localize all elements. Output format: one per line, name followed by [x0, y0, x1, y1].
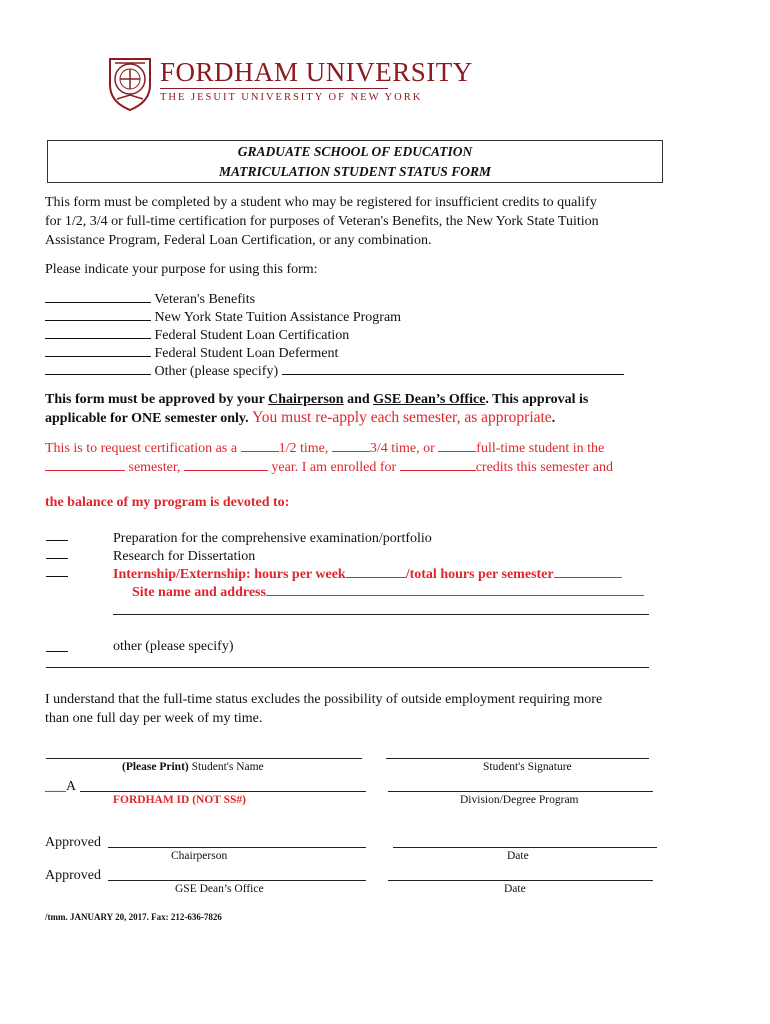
request-line1 — [45, 439, 604, 458]
devoted-checkbox-4[interactable] — [46, 651, 68, 652]
fordham-id-prefix: ___A — [45, 779, 77, 794]
purpose-prompt: Please indicate your purpose for using this form: — [45, 262, 318, 277]
approved-label-1: Approved — [45, 835, 101, 850]
date-caption-1: Date — [507, 850, 529, 862]
devoted-item-research: Research for Dissertation — [113, 549, 256, 564]
other-specify-field[interactable] — [282, 363, 624, 375]
request-text: full-time student in the — [476, 441, 605, 456]
approval-semester-note: applicable for ONE semester only. — [45, 411, 249, 426]
devoted-item-internship — [113, 565, 622, 584]
understand-line2: than one full day per week of my time. — [45, 711, 263, 726]
chairperson-approval-line[interactable] — [108, 847, 366, 848]
site-name-field[interactable] — [266, 584, 644, 596]
intro-line2: for 1/2, 3/4 or full-time certification for purposes of Veteran's Benefits, the New York State Tuition — [45, 214, 599, 229]
division-caption: Division/Degree Program — [460, 794, 579, 806]
date-line-2[interactable] — [388, 880, 653, 881]
dean-office-caption: GSE Dean’s Office — [175, 883, 264, 895]
university-seal — [107, 55, 153, 111]
student-name-label: Student's Name — [188, 761, 264, 773]
request-text: semester, — [128, 460, 184, 475]
purpose-blank[interactable] — [45, 363, 151, 375]
site-name-row — [132, 583, 644, 602]
purpose-blank[interactable] — [45, 327, 151, 339]
approval-prefix: This form must be approved by your — [45, 392, 269, 407]
student-name-caption — [122, 761, 264, 773]
approved-label-2: Approved — [45, 868, 101, 883]
student-name-line[interactable] — [46, 758, 362, 759]
request-text: 1/2 time, — [278, 441, 332, 456]
approval-office: GSE Dean’s Office — [373, 392, 486, 407]
devoted-checkbox-3[interactable] — [46, 576, 68, 577]
internship-total-label: /total hours per semester — [405, 567, 554, 582]
purpose-blank[interactable] — [45, 291, 151, 303]
site-name-label: Site name and address — [132, 585, 266, 600]
purpose-label: New York State Tuition Assistance Program — [154, 310, 402, 325]
internship-hours-label: Internship/Externship: hours per week — [113, 567, 346, 582]
semester-field[interactable] — [45, 459, 125, 471]
purpose-label: Other (please specify) — [154, 364, 279, 379]
devoted-checkbox-1[interactable] — [46, 540, 68, 541]
request-text: This is to request certification as a — [45, 441, 241, 456]
year-field[interactable] — [184, 459, 268, 471]
request-text: year. I am enrolled for — [271, 460, 400, 475]
approval-line1 — [45, 390, 588, 409]
approval-chairperson: Chairperson — [268, 392, 344, 407]
fordham-id-line[interactable] — [80, 791, 366, 792]
student-signature-caption: Student's Signature — [483, 761, 572, 773]
form-title-line1: GRADUATE SCHOOL OF EDUCATION — [237, 144, 473, 159]
purpose-item-veterans[interactable] — [45, 290, 255, 309]
purpose-item-other[interactable] — [45, 362, 624, 381]
division-line[interactable] — [388, 791, 653, 792]
full-time-blank[interactable] — [438, 440, 476, 452]
credits-field[interactable] — [400, 459, 476, 471]
half-time-blank[interactable] — [241, 440, 279, 452]
three-quarter-time-blank[interactable] — [332, 440, 370, 452]
request-text: 3/4 time, or — [369, 441, 439, 456]
purpose-blank[interactable] — [45, 345, 151, 357]
university-tagline: THE JESUIT UNIVERSITY OF NEW YORK — [160, 92, 423, 103]
university-name: FORDHAM UNIVERSITY — [160, 57, 473, 87]
intro-line1: This form must be completed by a student who may be registered for insufficient credits to qualify — [45, 195, 597, 210]
purpose-item-loan-cert[interactable] — [45, 326, 349, 345]
purpose-blank[interactable] — [45, 309, 151, 321]
purpose-item-loan-deferment[interactable] — [45, 344, 338, 363]
fordham-id-caption: FORDHAM ID (NOT SS#) — [113, 794, 247, 806]
devoted-item-other: other (please specify) — [113, 639, 234, 654]
approval-and: and — [343, 392, 374, 407]
site-address-line[interactable] — [113, 614, 649, 615]
approval-period: . — [551, 411, 556, 426]
form-title-box — [47, 140, 663, 183]
purpose-item-tap[interactable] — [45, 308, 401, 327]
footer-note: /tmm. JANUARY 20, 2017. Fax: 212-636-7826 — [45, 912, 222, 922]
reapply-notice: You must re-apply each semester, as appropriate — [252, 409, 552, 426]
approval-suffix: . This approval is — [485, 392, 589, 407]
chairperson-caption: Chairperson — [171, 850, 228, 862]
purpose-label: Federal Student Loan Deferment — [154, 346, 339, 361]
date-caption-2: Date — [504, 883, 526, 895]
purpose-label: Federal Student Loan Certification — [154, 328, 350, 343]
intro-line3: Assistance Program, Federal Loan Certification, or any combination. — [45, 233, 432, 248]
hours-per-week-field[interactable] — [346, 566, 406, 578]
request-line3: the balance of my program is devoted to: — [45, 495, 290, 510]
other-specify-line[interactable] — [46, 667, 649, 668]
understand-line1: I understand that the full-time status excludes the possibility of outside employment requiring more — [45, 692, 603, 707]
request-line2 — [45, 458, 613, 477]
devoted-checkbox-2[interactable] — [46, 558, 68, 559]
purpose-label: Veteran's Benefits — [154, 292, 256, 307]
total-hours-field[interactable] — [554, 566, 622, 578]
please-print-label: (Please Print) — [122, 761, 189, 773]
dean-approval-line[interactable] — [108, 880, 366, 881]
date-line-1[interactable] — [393, 847, 657, 848]
header-rule — [160, 88, 388, 89]
devoted-item-exam: Preparation for the comprehensive examination/portfolio — [113, 531, 432, 546]
student-signature-line[interactable] — [386, 758, 649, 759]
approval-line2 — [45, 408, 555, 428]
request-text: credits this semester and — [475, 460, 613, 475]
form-title-line2: MATRICULATION STUDENT STATUS FORM — [219, 164, 491, 179]
